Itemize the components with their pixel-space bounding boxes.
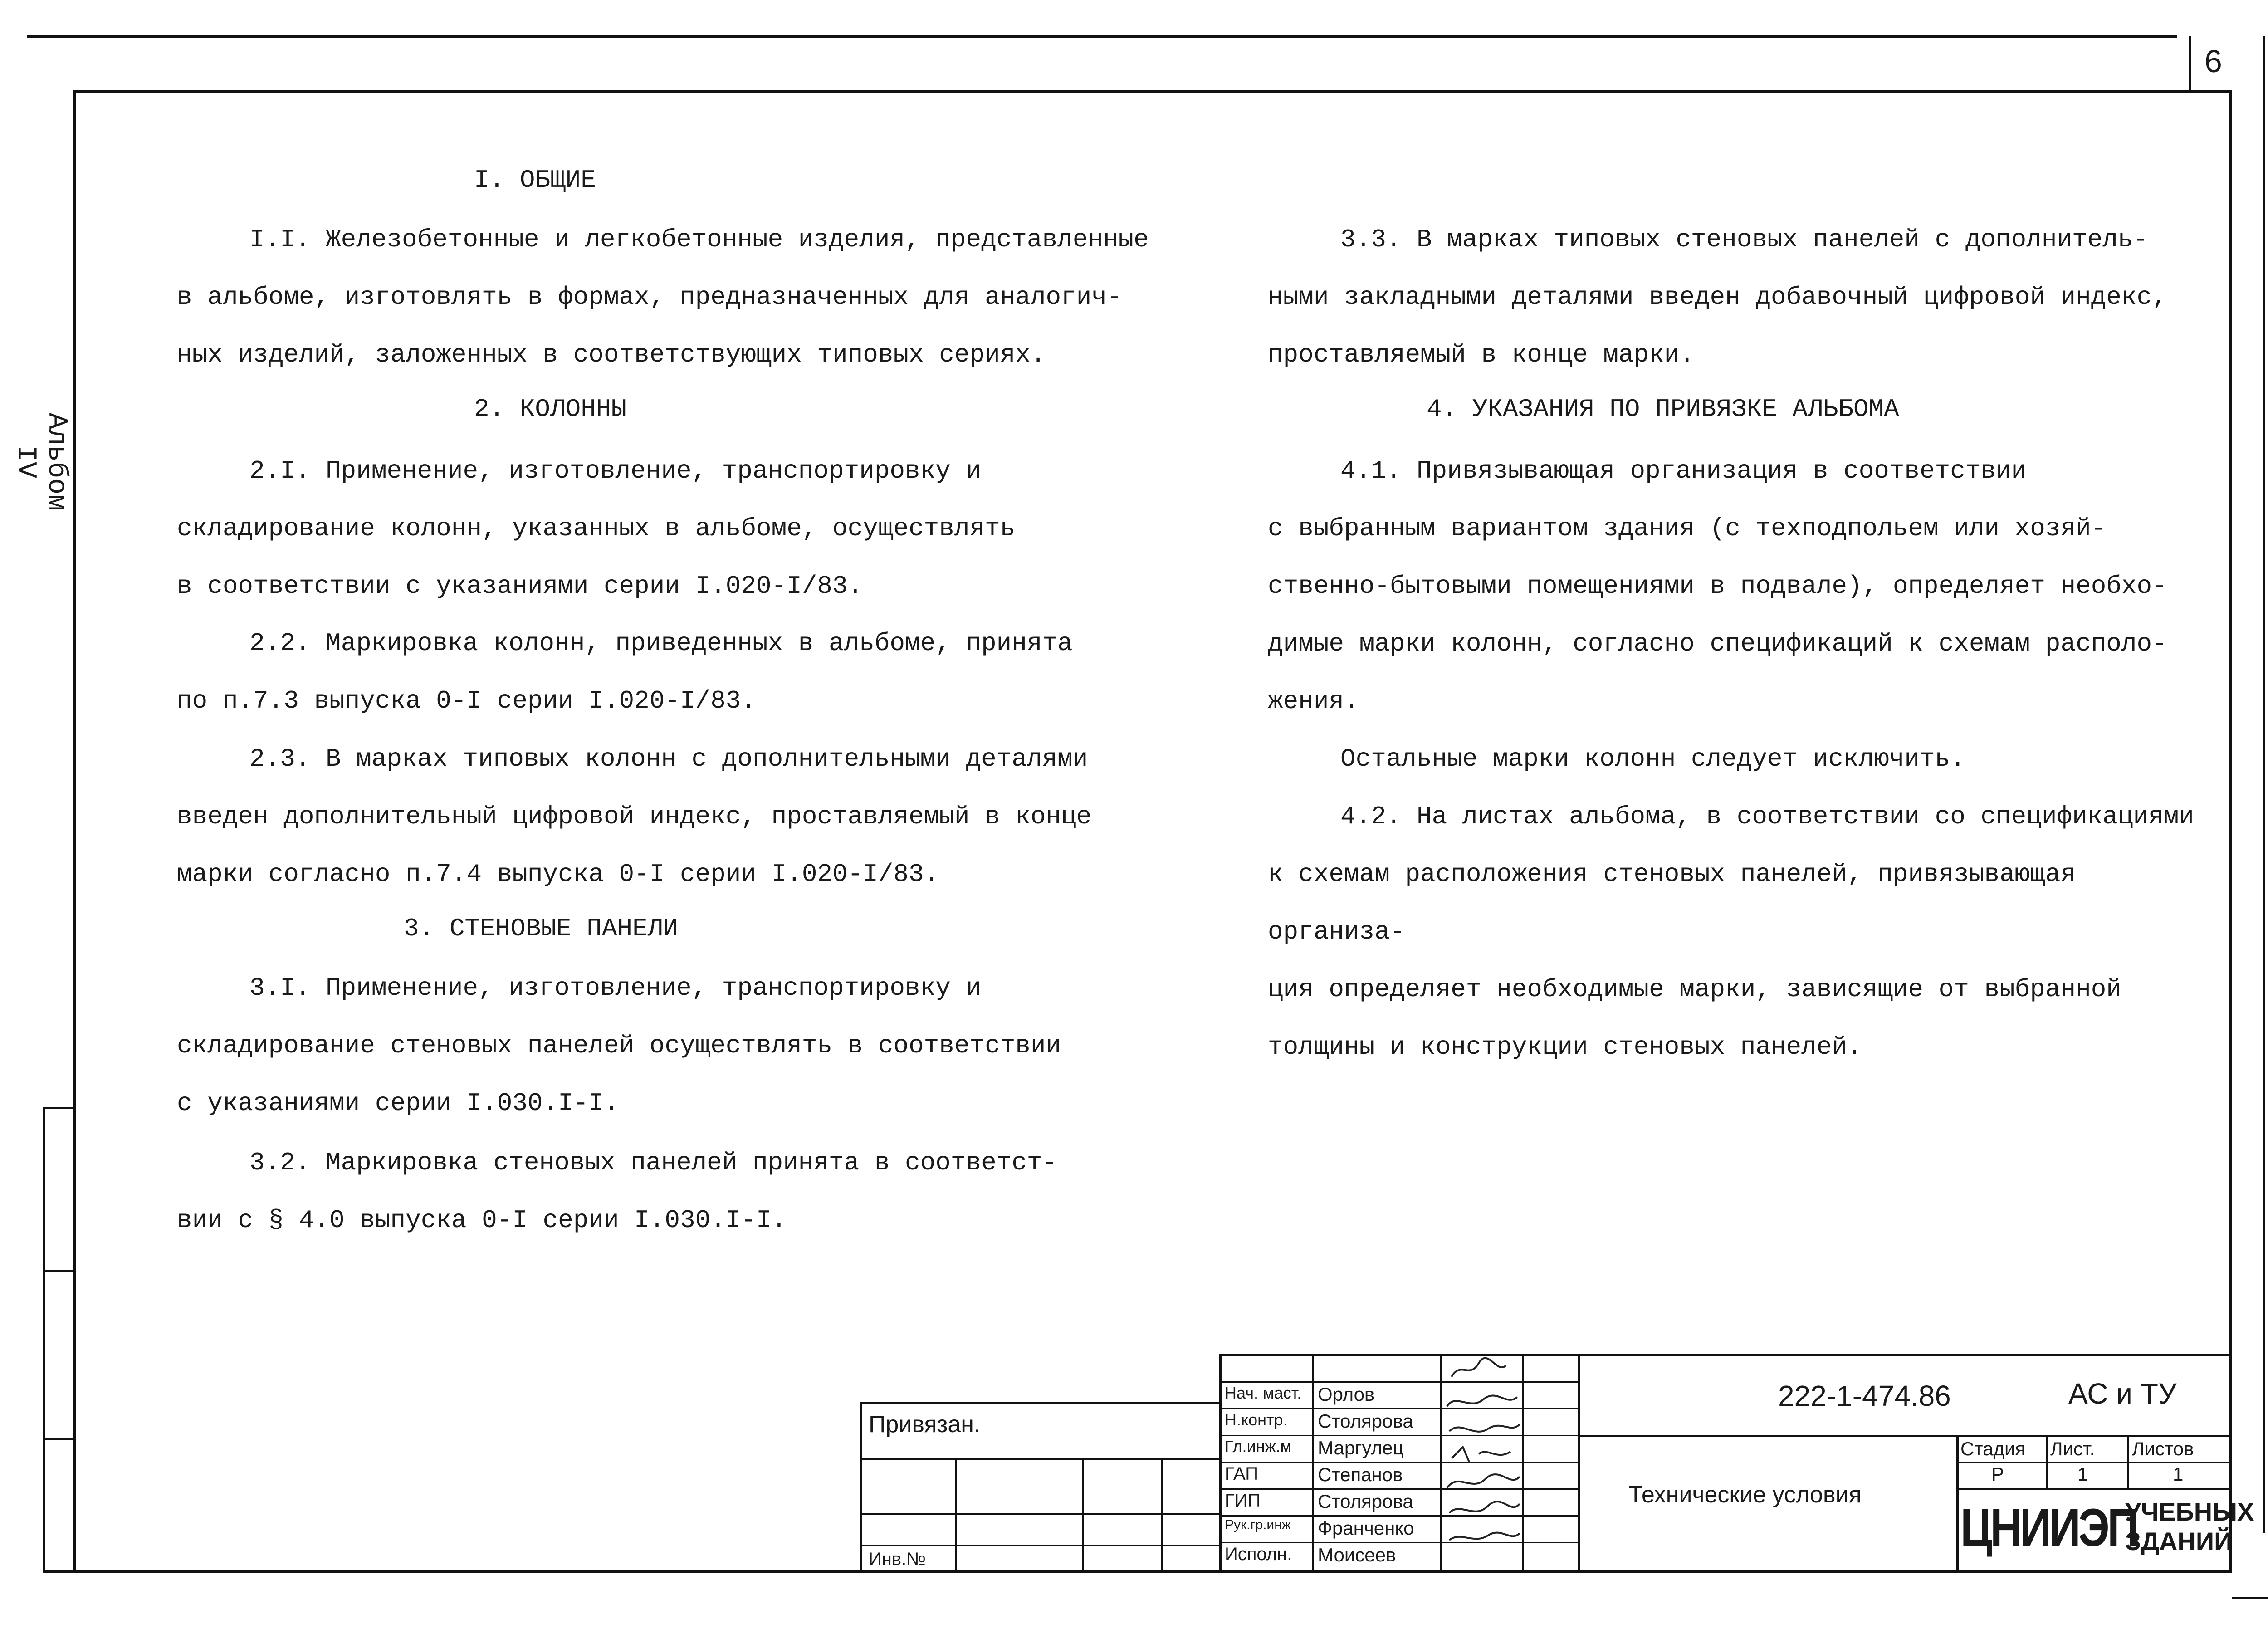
frame-top: [73, 90, 2232, 93]
tb-name-1: Орлов: [1318, 1384, 1375, 1405]
tb-role-7: Исполн.: [1225, 1544, 1292, 1564]
top-border-line: [27, 35, 2177, 38]
tb-col-sign: [1522, 1354, 1524, 1573]
para-2-3: 2.3. В марках типовых колонн с дополнительными деталями введен дополнительный цифровой индекс, проставляемый в конце марки согласно п.7.4 выпуска 0-I серии I.020-I/83.: [177, 744, 1092, 889]
frame-right: [2229, 90, 2232, 1573]
tb-name-5: Столярова: [1318, 1491, 1413, 1512]
tb-stage-row-1: [1956, 1462, 2231, 1463]
tb-privyazan-top: [860, 1402, 1222, 1404]
tb-role-3: Гл.инж.м: [1225, 1437, 1292, 1456]
margin-box-sep-1: [43, 1107, 75, 1109]
para-3-1: 3.I. Применение, изготовление, транспортировку и складирование стеновых панелей осуществлять в соответствии с указаниями серии I.030.I-I.: [177, 974, 1061, 1118]
signature-7: [1449, 1533, 1520, 1540]
tb-inv-no: Инв.№: [869, 1549, 926, 1569]
tb-org-big: ЦНИИЭП: [1960, 1498, 2137, 1558]
para-3-3: 3.3. В марках типовых стеновых панелей с дополнитель- ными закладными деталями введен добавочный цифровой индекс, проставляемый в конце марки.: [1268, 225, 2167, 369]
tb-col-names: [1440, 1354, 1442, 1573]
tb-stage-col-1: [2046, 1435, 2048, 1489]
tb-role-5: ГИП: [1225, 1491, 1261, 1511]
tb-privyazan-label: Привязан.: [869, 1411, 981, 1438]
signature-4: [1452, 1447, 1510, 1463]
heading-binding: 4. УКАЗАНИЯ ПО ПРИВЯЗКЕ АЛЬБОМА: [1427, 395, 1899, 424]
margin-box-sep-2: [43, 1270, 75, 1272]
para-other-marks: Остальные марки колонн следует исключить.: [1340, 744, 1965, 773]
tb-row-1: [1219, 1381, 1578, 1383]
tb-privyazan-col-2: [1082, 1458, 1084, 1573]
tb-name-7: Моисеев: [1318, 1544, 1396, 1566]
tb-sheet-title: Технические условия: [1628, 1482, 1862, 1508]
signature-scribbles: [1442, 1356, 1522, 1570]
sheet-number: 6: [2204, 44, 2222, 79]
tb-doc-type: АС и ТУ: [2068, 1377, 2177, 1410]
tb-stage-value: Р: [1991, 1463, 2004, 1485]
tb-row-2: [1219, 1408, 1578, 1409]
tb-row-5: [1219, 1488, 1578, 1490]
tb-name-6: Франченко: [1318, 1517, 1414, 1539]
outer-right-line: [2263, 36, 2265, 1533]
tb-row-4: [1219, 1462, 1578, 1463]
tb-stage-row-2: [1956, 1488, 2231, 1490]
tb-row-3: [1219, 1435, 1578, 1436]
tb-role-4: ГАП: [1225, 1464, 1258, 1484]
para-4-1: 4.1. Привязывающая организация в соответствии с выбранным вариантом здания (с техподпольем или хозяй- ственно-бытовыми помещениями в подвале), определяет необхо- димые марки колонн, согласно спецификаций к схемам располо- жения.: [1268, 456, 2167, 716]
tb-sheet-value: 1: [2077, 1463, 2088, 1485]
tb-name-2: Столярова: [1318, 1410, 1413, 1432]
tb-sheets-header: Листов: [2132, 1438, 2194, 1459]
para-4-2: 4.2. На листах альбома, в соответствии со спецификациями к схемам расположения стеновых панелей, привязывающая организа- ция определяет необходимые марки, зависящие от выбранной толщины и конструкции стеновых панелей.: [1268, 802, 2194, 1062]
tb-sig-top: [1219, 1354, 2231, 1356]
para-2-2: 2.2. Маркировка колонн, приведенных в альбоме, принята по п.7.3 выпуска 0-I серии I.020-I/83.: [177, 629, 1073, 715]
tb-privyazan-row: [860, 1458, 1222, 1460]
tb-role-6: Рук.гр.инж: [1225, 1517, 1291, 1532]
margin-box-sep-3: [43, 1438, 75, 1440]
signature-3: [1449, 1424, 1520, 1432]
tb-privyazan-row-2: [860, 1513, 1222, 1515]
tb-row-7: [1219, 1542, 1578, 1543]
signature-2: [1447, 1395, 1517, 1406]
tb-name-4: Степанов: [1318, 1464, 1403, 1485]
tb-org-small-2: ЗДАНИЙ: [2125, 1527, 2233, 1556]
tb-role-1: Нач. маст.: [1225, 1384, 1302, 1402]
tb-privyazan-col-3: [1161, 1458, 1163, 1573]
tb-org-small-1: УЧЕБНЫХ: [2125, 1497, 2254, 1526]
tb-name-3: Маргулец: [1318, 1437, 1404, 1458]
tb-row-6: [1219, 1515, 1578, 1517]
tb-role-2: Н.контр.: [1225, 1410, 1288, 1429]
heading-columns: 2. КОЛОННЫ: [474, 395, 627, 424]
tb-privyazan-col-1: [955, 1458, 957, 1573]
para-2-1: 2.I. Применение, изготовление, транспортировку и складирование колонн, указанных в альбоме, осуществлять в соответствии с указаниями серии I.020-I/83.: [177, 456, 1016, 601]
tb-col-roles: [1312, 1354, 1314, 1573]
tb-stage-header: Стадия: [1960, 1438, 2026, 1459]
tb-sheet-header: Лист.: [2050, 1438, 2095, 1459]
para-1-1: I.I. Железобетонные и легкобетонные изделия, представленные в альбоме, изготовлять в формах, предназначенных для аналогич- ных изделий, заложенных в соответствующих типовых сериях.: [177, 225, 1149, 369]
tb-sheets-value: 1: [2173, 1463, 2184, 1485]
margin-box-line: [43, 1107, 45, 1573]
tb-sig-left: [1219, 1354, 1222, 1573]
tb-privyazan-left: [860, 1402, 862, 1573]
heading-general: I. ОБЩИЕ: [474, 166, 596, 195]
tb-code: 222-1-474.86: [1778, 1380, 1951, 1412]
frame-left: [73, 90, 76, 1573]
signature-6: [1449, 1502, 1520, 1513]
sheet-number-box-left: [2189, 36, 2191, 93]
signature-1: [1452, 1358, 1506, 1377]
tb-code-row: [1578, 1435, 2231, 1437]
tb-privyazan-row-3: [860, 1545, 1222, 1546]
tb-stage-col-2: [2127, 1435, 2129, 1489]
para-3-2: 3.2. Маркировка стеновых панелей принята в соответст- вии с § 4.0 выпуска 0-I серии I.030.I-I.: [177, 1148, 1058, 1235]
tb-stage-left: [1956, 1435, 1959, 1573]
signature-5: [1447, 1474, 1520, 1488]
bottom-right-tick: [2232, 1597, 2268, 1599]
tb-col-date: [1578, 1354, 1580, 1573]
frame-bottom: [43, 1570, 2232, 1573]
heading-wall-panels: 3. СТЕНОВЫЕ ПАНЕЛИ: [404, 914, 678, 943]
album-label: Альбом IV: [10, 412, 72, 511]
